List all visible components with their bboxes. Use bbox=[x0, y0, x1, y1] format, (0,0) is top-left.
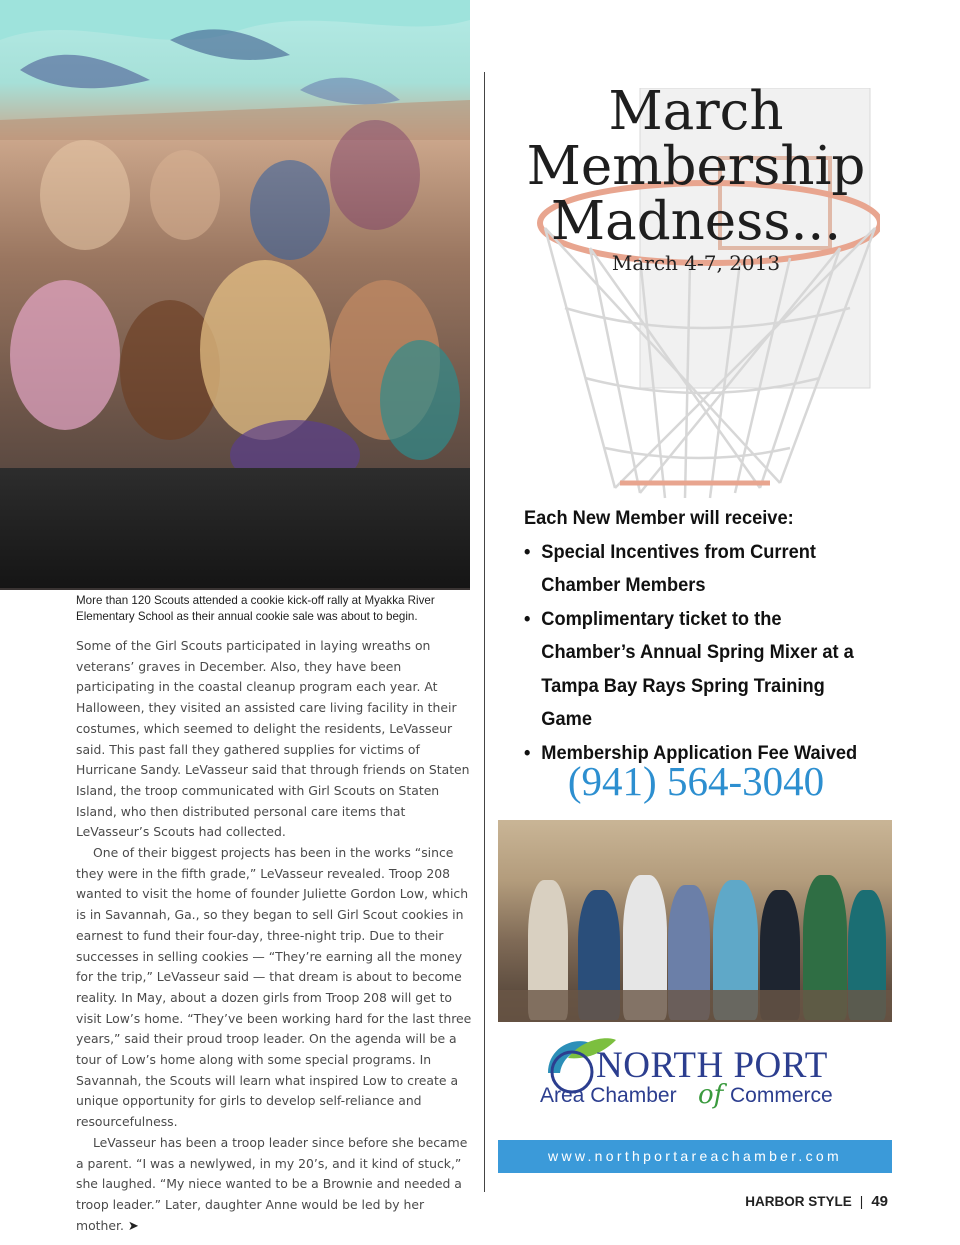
wall-mural-art bbox=[0, 0, 470, 140]
column-divider bbox=[484, 72, 485, 1192]
logo-name: NORTH PORT bbox=[596, 1045, 828, 1086]
cafeteria-bench bbox=[0, 468, 470, 588]
article-body bbox=[76, 636, 474, 1237]
logo-subtitle-of: of bbox=[698, 1080, 724, 1110]
headline-line: March bbox=[608, 81, 784, 142]
page-number: 49 bbox=[871, 1193, 888, 1210]
scouts-photo bbox=[0, 0, 470, 590]
phone-number: (941) 564-3040 bbox=[567, 758, 825, 804]
benefit-item: • Special Incentives from Current Chamber Members bbox=[524, 536, 870, 603]
photo-caption: More than 120 Scouts attended a cookie kick-off rally at Myakka River Elementary School as their annual cookie sale was about to begin. bbox=[76, 594, 435, 623]
footer-separator: | bbox=[859, 1194, 864, 1209]
logo-subtitle-right: Commerce bbox=[730, 1084, 833, 1107]
continue-arrow-icon: ➤ bbox=[127, 1218, 139, 1234]
ad-headline bbox=[520, 81, 872, 252]
website-url[interactable]: www.northportareachamber.com bbox=[498, 1140, 892, 1173]
publication-name: HARBOR STYLE bbox=[745, 1194, 852, 1209]
article-paragraph: One of their biggest projects has been in the works “since they were in the fifth grade,” LeVasseur revealed. Troop 208 wanted to visit the home of founder Juliette Gordon Low, which is in Savannah, Ga., so they began to sell Girl Scout cookies in earnest to fund their four-day, three-night trip. Due to their successes in selling cookies — “They’re earning all the money for the trip,” LeVasseur said — that dream is about to become reality. In May, about a dozen girls from Troop 208 will get to visit Low’s home. “They’ve been working hard for the last three years,” said their proud troop leader. On the agenda will be a tour of Low’s home along with some special programs. In Savannah, the Scouts will learn what inspired Low to create a unique opportunity for girls to develop self-reliance and resourcefulness. bbox=[76, 845, 472, 1130]
article-paragraph: Some of the Girl Scouts participated in laying wreaths on veterans’ graves in December. Also, they have been participating in the coastal cleanup program each year. At Halloween, they visited an assisted care living facility in their costumes, which seemed to delight the residents, LeVasseur said. This past fall they gathered supplies for victims of Hurricane Sandy. LeVasseur said that through friends on Staten Island, the troop communicated with Girl Scouts on Staten Island, who then distributed personal care items that LeVasseur’s Scouts had collected. bbox=[76, 638, 470, 840]
benefit-item: • Complimentary ticket to the Chamber’s Annual Spring Mixer at a Tampa Bay Rays Spring Training Game bbox=[524, 603, 870, 737]
headline-line: Madness... bbox=[550, 191, 842, 252]
article-paragraph bbox=[76, 1133, 474, 1238]
ad-date: March 4-7, 2013 bbox=[611, 251, 781, 275]
headline-line: Membership bbox=[526, 136, 866, 197]
benefits-list bbox=[524, 502, 870, 770]
page-footer bbox=[745, 1193, 888, 1210]
article-paragraph-text: LeVasseur has been a troop leader since before she became a parent. “I was a newlywed, in my 20’s, and it kind of stuck,” she laughed. “My niece wanted to be a Brownie and needed a troop leader.” Later, daughter Anne would be led by her mother. bbox=[76, 1134, 468, 1233]
logo-subtitle-left: Area Chamber bbox=[540, 1084, 677, 1107]
benefit-item: • Membership Application Fee Waived bbox=[524, 737, 870, 771]
benefits-intro: Each New Member will receive: bbox=[524, 508, 794, 529]
members-photo bbox=[498, 820, 892, 1022]
